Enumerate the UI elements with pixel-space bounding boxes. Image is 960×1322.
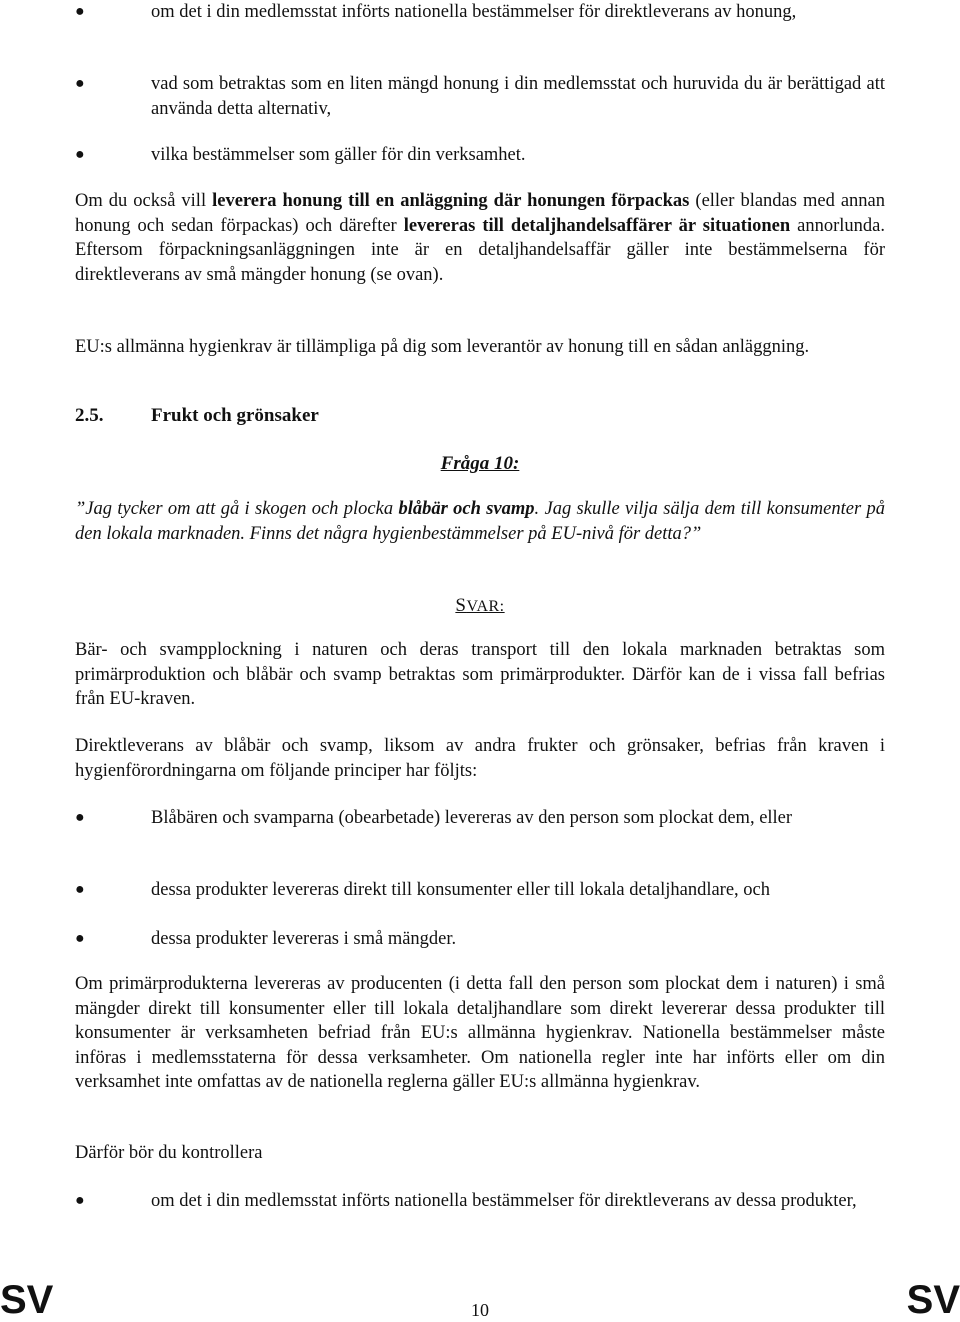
bullet-icon: ● bbox=[75, 1192, 85, 1209]
paragraph-exemption: Om primärprodukterna levereras av producenten (i detta fall den person som plockat dem i naturen) i små mängder direkt till konsumenter eller till lokala detaljhandlare som direkt levererar dessa produkter till konsumenter är verksamheten befriad från EU:s allmänna hygienkrav. Nationella bestämmelser måste införas i medlemsstaterna för dessa verksamheter. Om nationella regler inte har införts eller om din verksamhet inte omfattas av de nationella reglerna gäller EU:s allmänna hygienkrav. bbox=[75, 974, 885, 1092]
list-item: ● om det i din medlemsstat införts nationella bestämmelser för direktleverans av dessa produkter, bbox=[75, 1189, 885, 1214]
list-item: ● dessa produkter levereras i små mängder. bbox=[75, 927, 885, 952]
bullet-icon: ● bbox=[75, 146, 85, 163]
section-heading: 2.5. Frukt och grönsaker bbox=[75, 405, 319, 426]
list-item: ● om det i din medlemsstat införts nationella bestämmelser för direktleverans av honung, bbox=[75, 0, 885, 25]
paragraph-honey-packaging: Om du också vill leverera honung till en anläggning där honungen förpackas (eller blandas med annan honung och sedan förpackas) och därefter levereras till detaljhandelsaffärer är situationen annorlunda. Eftersom förpackningsanläggningen inte är en detaljhandelsaffär gäller inte bestämmelserna för direktleverans av små mängder honung (se ovan). bbox=[75, 191, 886, 285]
list-item: ● Blåbären och svamparna (obearbetade) levereras av den person som plockat dem, eller bbox=[75, 806, 885, 831]
question-title: Fråga 10: bbox=[440, 453, 520, 474]
page-number: 10 bbox=[471, 1300, 489, 1320]
bullet-icon: ● bbox=[75, 930, 85, 947]
paragraph-general-hygiene: EU:s allmänna hygienkrav är tillämpliga på dig som leverantör av honung till en sådan anläggning. bbox=[75, 337, 810, 357]
list-item: ● vad som betraktas som en liten mängd honung i din medlemsstat och huruvida du är berättigad att använda detta alternativ, bbox=[75, 72, 885, 121]
paragraph-primary-production: Bär- och svampplockning i naturen och deras transport till den lokala marknaden betraktas som primärproduktion och blåbär och svamp betraktas som primärprodukter. Därför kan de i vissa fall befrias från EU-kraven. bbox=[75, 640, 885, 709]
question-text: ”Jag tycker om att gå i skogen och plocka blåbär och svamp. Jag skulle vilja sälja dem till konsumenter på den lokala marknaden. Finns det några hygienbestämmelser på EU-nivå för detta?” bbox=[75, 499, 886, 544]
answer-label: SVAR: bbox=[455, 595, 505, 616]
paragraph-check: Därför bör du kontrollera bbox=[75, 1143, 263, 1163]
bullet-icon: ● bbox=[75, 809, 85, 826]
list-item: ● dessa produkter levereras direkt till konsumenter eller till lokala detaljhandlare, och bbox=[75, 878, 885, 903]
bullet-icon: ● bbox=[75, 75, 85, 92]
language-code-left: SV bbox=[0, 1278, 54, 1322]
list-item: ● vilka bestämmelser som gäller för din verksamhet. bbox=[75, 143, 885, 168]
paragraph-direct-supply: Direktleverans av blåbär och svamp, liksom av andra frukter och grönsaker, befrias från kraven i hygienförordningarna om följande principer har följts: bbox=[75, 736, 885, 781]
language-code-right: SV bbox=[906, 1278, 960, 1322]
bullet-icon: ● bbox=[75, 3, 85, 20]
bullet-icon: ● bbox=[75, 881, 85, 898]
